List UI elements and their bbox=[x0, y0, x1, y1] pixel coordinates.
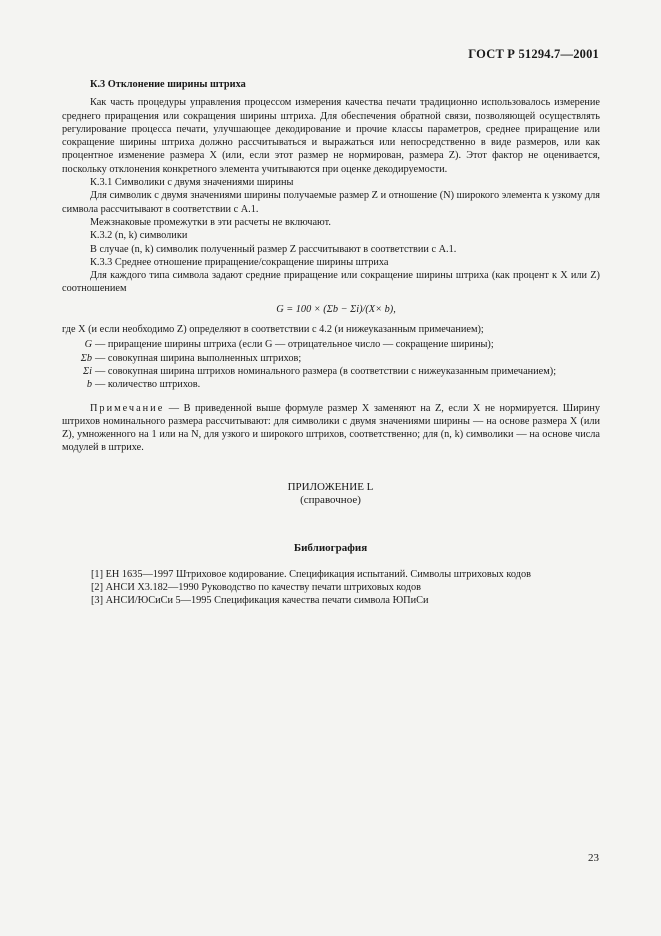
appendix-subtitle: (справочное) bbox=[300, 494, 361, 506]
section-k3 bbox=[62, 78, 600, 455]
bibliography-list bbox=[91, 568, 531, 607]
definitions-list bbox=[62, 338, 600, 391]
definition-symbol: Σb bbox=[80, 352, 92, 364]
bibliography-item: [3] АНСИ/ЮСиСи 5—1995 Спецификация качества печати символа ЮПиСи bbox=[91, 595, 429, 606]
definition-row bbox=[62, 352, 600, 365]
subsection-k31-note: Межзнаковые промежутки в эти расчеты не включают. bbox=[90, 216, 331, 228]
subsection-k31-title: К.3.1 Символики с двумя значениями ширины bbox=[90, 177, 294, 189]
subsection-k31-text: Для символик с двумя значениями ширины получаемые размер Z и отношение (N) широкого элемента к узкому для символа рассчитывают в соответствии с А.1. bbox=[62, 190, 600, 215]
definition-text: — приращение ширины штриха (если G — отрицательное число — сокращение ширины); bbox=[95, 339, 494, 351]
subsection-k33-text: Для каждого типа символа задают средние приращение или сокращение ширины штриха (как процент к X или Z) соотношением bbox=[62, 270, 600, 295]
definition-text: — совокупная ширина штрихов номинального размера (в соответствии с нижеуказанным примечанием); bbox=[95, 365, 557, 377]
bibliography-title: Библиография bbox=[293, 542, 368, 554]
document-code: ГОСТ Р 51294.7—2001 bbox=[468, 47, 599, 61]
subsection-k32-title: К.3.2 (n, k) символики bbox=[90, 230, 188, 242]
definition-symbol: G bbox=[84, 339, 92, 351]
definition-row bbox=[62, 378, 600, 391]
appendix-heading bbox=[0, 481, 661, 507]
definition-text: — совокупная ширина выполненных штрихов; bbox=[95, 352, 302, 364]
subsection-k33-title: К.3.3 Среднее отношение приращение/сокращение ширины штриха bbox=[90, 256, 389, 268]
bibliography-item: [2] АНСИ Х3.182—1990 Руководство по качеству печати штриховых кодов bbox=[91, 582, 422, 593]
definition-row bbox=[62, 365, 600, 378]
definition-text: — количество штрихов. bbox=[95, 379, 201, 391]
section-title: К.3 Отклонение ширины штриха bbox=[90, 79, 246, 90]
formula-where: где X (и если необходимо Z) определяют в соответствии с 4.2 (и нижеуказанным примечанием); bbox=[62, 324, 484, 336]
definition-symbol: Σi bbox=[83, 365, 92, 377]
formula: G = 100 × (Σb − Σi)/(X× b), bbox=[276, 303, 396, 315]
note-text: — В приведенной выше формуле размер X заменяют на Z, если X не нормируется. Ширину штрихов номинального размера рассчитывают: для символики с двумя значениями ширины — на основе размера X (или Z), умноженного на 1 или на N, для узкого и широкого штрихов, соответственно; для (n, k) символики — на основе числа модулей в штрихе. bbox=[62, 402, 600, 454]
page-number: 23 bbox=[588, 852, 599, 864]
appendix-title: ПРИЛОЖЕНИЕ L bbox=[287, 481, 374, 493]
note-paragraph bbox=[62, 402, 600, 455]
definition-row bbox=[62, 338, 600, 351]
bibliography-item: [1] ЕН 1635—1997 Штриховое кодирование. Спецификация испытаний. Символы штриховых кодов bbox=[91, 569, 531, 580]
definition-symbol: b bbox=[86, 379, 92, 391]
subsection-k32-text: В случае (n, k) символик полученный размер Z рассчитывают в соответствии с А.1. bbox=[90, 243, 457, 255]
intro-paragraph: Как часть процедуры управления процессом измерения качества печати традиционно использовалось измерение среднего приращения или сокращения ширины штриха. Для обеспечения обратной связи, позволяющей осуществлять регулирование процесса печати, улучшающее декодирование и прочие классы параметров, среднее приращение или сокращение ширины штриха должно рассчитываться и выражаться или непосредственно в виде размеров, или как процентное изменение размера X (или, если этот размер не нормирован, размера Z). Этот фактор не оценивается, поскольку отклонения конкретного элемента учитываются при оценке декодируемости. bbox=[62, 97, 600, 175]
note-label: Примечание bbox=[90, 402, 165, 414]
